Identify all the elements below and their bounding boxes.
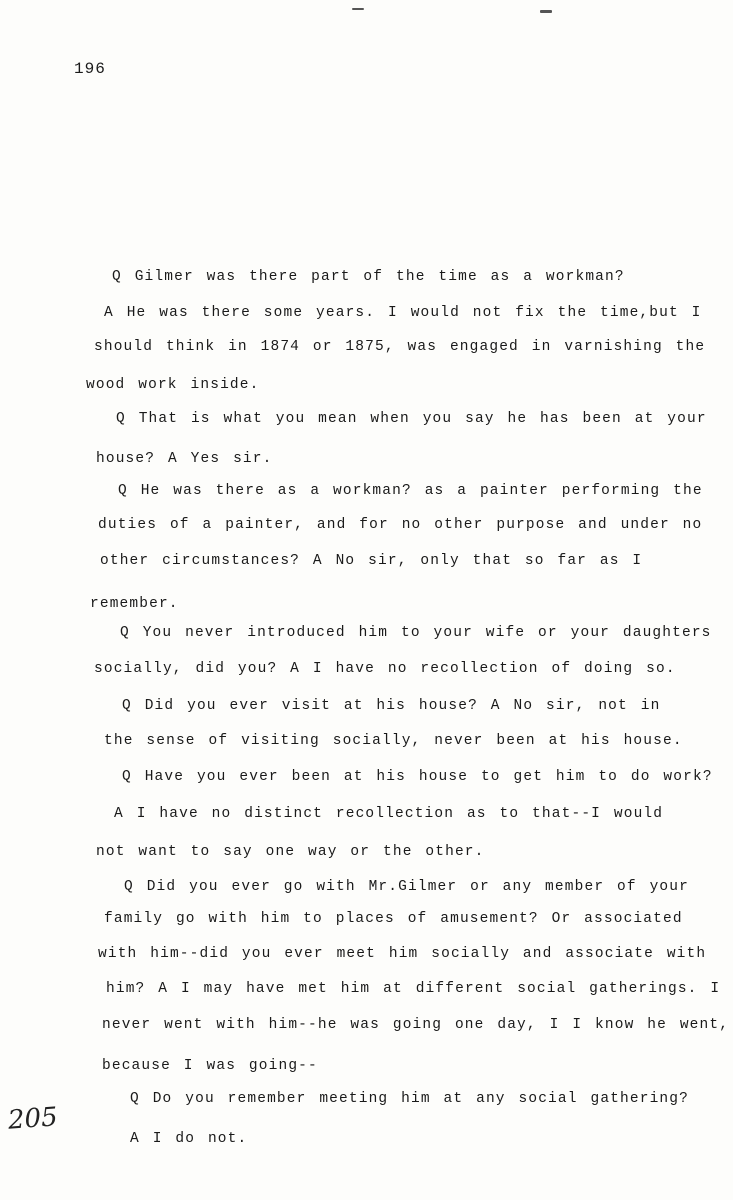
transcript-line: other circumstances? A No sir, only that so far as I <box>100 553 643 569</box>
handwritten-margin-note: 205 <box>7 1102 59 1136</box>
transcript-line: Q Did you ever visit at his house? A No sir, not in <box>122 698 661 714</box>
transcript-line: A He was there some years. I would not fix the time,but I <box>104 305 702 321</box>
transcript-line: Q Did you ever go with Mr.Gilmer or any member of your <box>124 879 689 895</box>
transcript-line: Q Have you ever been at his house to get him to do work? <box>122 769 713 785</box>
transcript-line: should think in 1874 or 1875, was engaged in varnishing the <box>94 339 706 355</box>
transcript-line: family go with him to places of amusement? Or associated <box>104 911 683 927</box>
transcript-line: remember. <box>90 596 179 612</box>
transcript-line: the sense of visiting socially, never been at his house. <box>104 733 683 749</box>
transcript-line: duties of a painter, and for no other purpose and under no <box>98 517 703 533</box>
transcript-line: Q That is what you mean when you say he has been at your <box>116 411 707 427</box>
transcript-line: A I do not. <box>130 1131 248 1147</box>
scan-speck <box>352 8 364 10</box>
transcript-line: Q Do you remember meeting him at any social gathering? <box>130 1091 689 1107</box>
transcript-line: socially, did you? A I have no recollection of doing so. <box>94 661 676 677</box>
transcript-line: wood work inside. <box>86 377 260 393</box>
transcript-line: him? A I may have met him at different social gatherings. I <box>106 981 721 997</box>
transcript-line: Q You never introduced him to your wife or your daughters <box>120 625 712 641</box>
transcript-line: A I have no distinct recollection as to that--I would <box>114 806 664 822</box>
transcript-line: Q He was there as a workman? as a painter performing the <box>118 483 703 499</box>
transcript-line: Q Gilmer was there part of the time as a workman? <box>112 269 625 285</box>
transcript-line: because I was going-- <box>102 1058 318 1074</box>
transcript-line: not want to say one way or the other. <box>96 844 485 860</box>
transcript-line: with him--did you ever meet him socially and associate with <box>98 946 707 962</box>
transcript-line: house? A Yes sir. <box>96 451 273 467</box>
transcript-line: never went with him--he was going one day, I I know he went, <box>102 1017 730 1033</box>
scan-speck <box>540 10 552 13</box>
page-number: 196 <box>74 60 106 78</box>
